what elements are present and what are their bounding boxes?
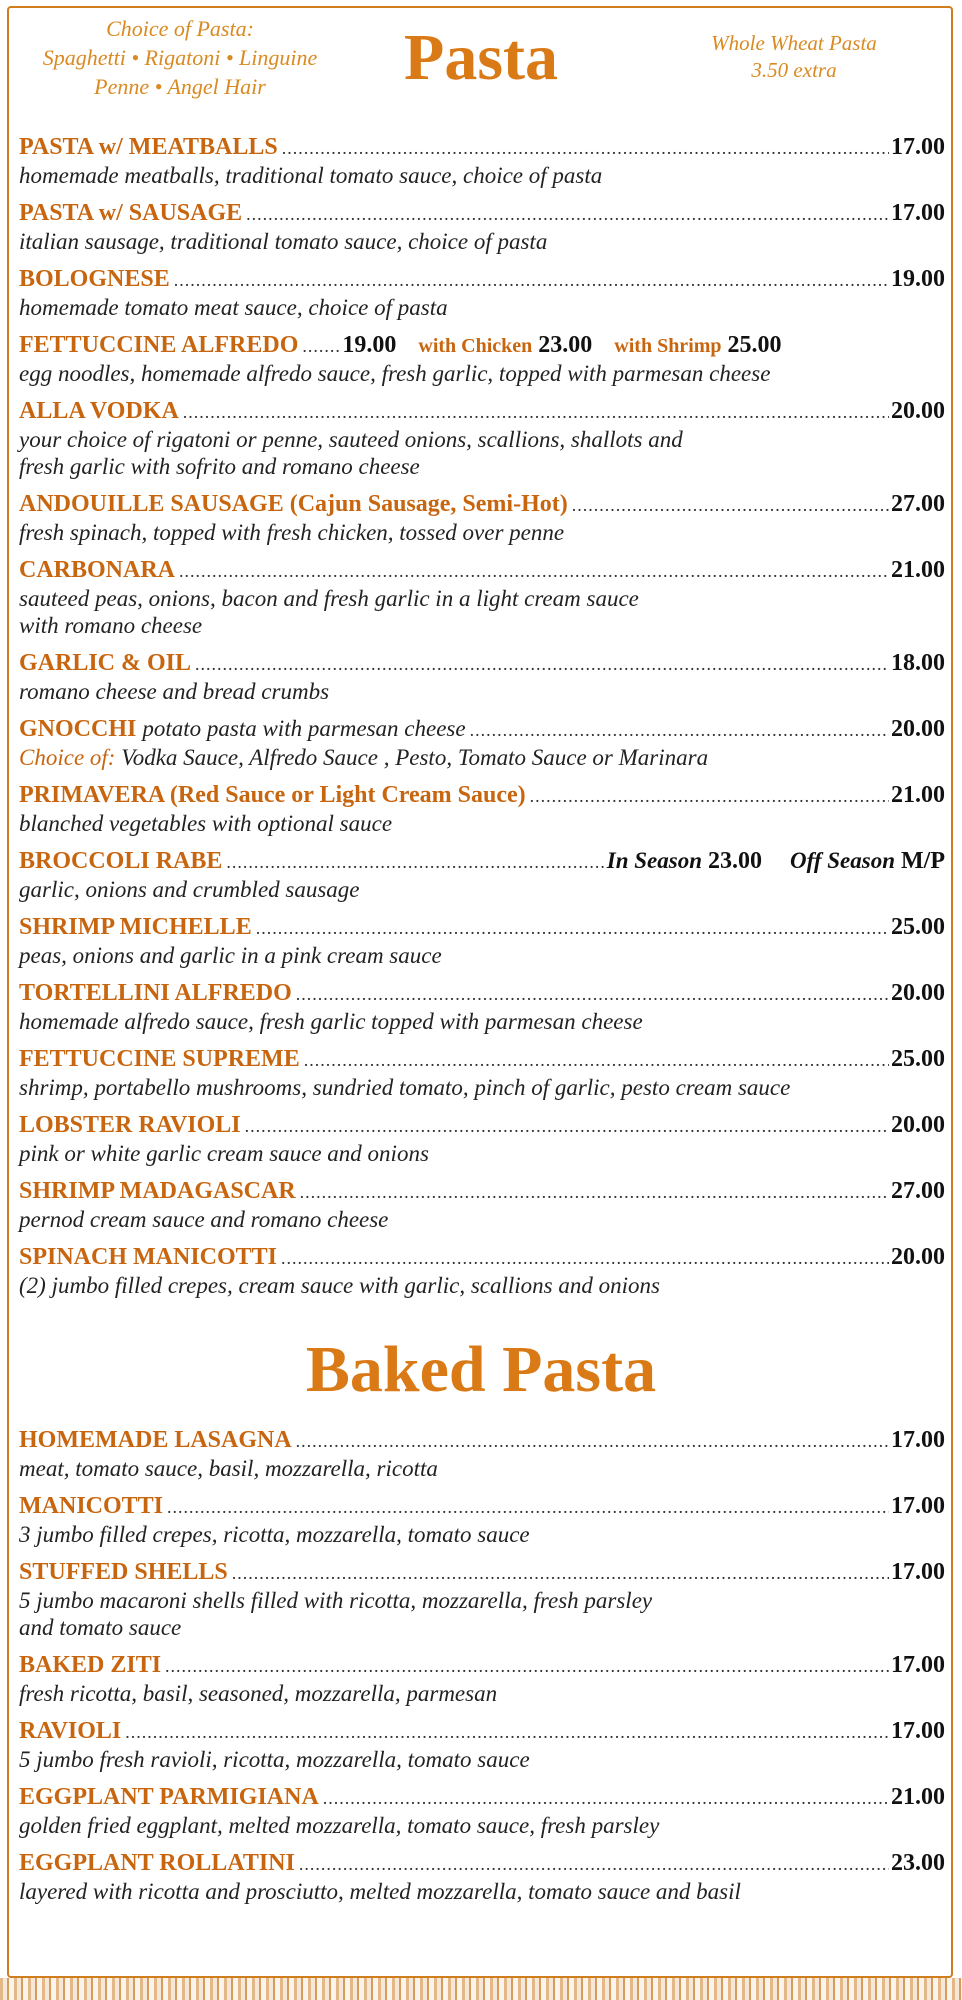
leader-dots: [530, 781, 889, 810]
chicken-option-label: with Chicken: [418, 335, 533, 357]
menu-item: [19, 1650, 945, 1707]
leader-dots: [183, 397, 889, 426]
menu-item: [19, 264, 945, 321]
item-price: 20.00: [891, 716, 945, 742]
leader-dots: [125, 1717, 889, 1746]
item-name: HOMEMADE LASAGNA: [19, 1427, 292, 1453]
menu-item: [19, 780, 945, 837]
item-name: EGGPLANT PARMIGIANA: [19, 1784, 319, 1810]
item-price: 17.00: [891, 1427, 945, 1453]
off-season-label: Off Season: [790, 848, 896, 873]
menu-item: [19, 132, 945, 189]
leader-dots: [195, 649, 889, 678]
leader-dots: [296, 1426, 889, 1455]
item-name: BAKED ZITI: [19, 1652, 162, 1678]
item-name: SHRIMP MICHELLE: [19, 914, 252, 940]
menu-item: [19, 648, 945, 705]
baked-pasta-section-title: Baked Pasta: [305, 1333, 657, 1406]
menu-item: [19, 1557, 945, 1641]
leader-dots: [256, 913, 889, 942]
item-price: 21.00: [891, 782, 945, 808]
shrimp-option-label: with Shrimp: [614, 335, 722, 357]
menu-item: [19, 1110, 945, 1167]
item-description: romano cheese and bread crumbs: [19, 679, 330, 704]
torn-edge-strip: [0, 1978, 962, 2000]
item-description: homemade tomato meat sauce, choice of pasta: [19, 295, 448, 320]
item-description: layered with ricotta and prosciutto, melted mozzarella, tomato sauce and basil: [19, 1879, 741, 1904]
item-description: peas, onions and garlic in a pink cream sauce: [19, 943, 442, 968]
item-name: CARBONARA: [19, 557, 175, 583]
leader-dots: [282, 133, 889, 162]
item-name: GNOCCHI: [19, 716, 137, 742]
item-price: 18.00: [891, 650, 945, 676]
item-description-cont: with romano cheese: [19, 613, 203, 638]
item-description: italian sausage, traditional tomato sauce, choice of pasta: [19, 229, 548, 254]
item-name: GARLIC & OIL: [19, 650, 192, 676]
menu-item: [19, 978, 945, 1035]
leader-dots: [174, 265, 889, 294]
item-description-cont: fresh garlic with sofrito and romano cheese: [19, 454, 420, 479]
item-name: MANICOTTI: [19, 1493, 164, 1519]
item-description: 3 jumbo filled crepes, ricotta, mozzarella, tomato sauce: [19, 1522, 530, 1547]
pasta-section: [19, 132, 945, 1299]
menu-item: [19, 489, 945, 546]
item-price: 21.00: [891, 557, 945, 583]
menu-item: [19, 1491, 945, 1548]
baked-pasta-section: [19, 1425, 945, 1905]
menu-item: [19, 198, 945, 255]
item-description: pernod cream sauce and romano cheese: [19, 1207, 389, 1232]
leader-dots: [226, 847, 604, 876]
item-name: LOBSTER RAVIOLI: [19, 1112, 241, 1138]
item-name: BOLOGNESE: [19, 266, 170, 292]
item-name: SHRIMP MADAGASCAR: [19, 1178, 296, 1204]
item-description: homemade alfredo sauce, fresh garlic topped with parmesan cheese: [19, 1009, 643, 1034]
item-name: BROCCOLI RABE: [19, 848, 223, 874]
leader-dots: [299, 1849, 889, 1878]
item-inline-description: potato pasta with parmesan cheese: [142, 716, 466, 741]
choice-options-line1: Spaghetti • Rigatoni • Linguine: [42, 45, 318, 70]
leader-dots: [300, 1177, 889, 1206]
menu-item: [19, 1242, 945, 1299]
leader-dots: [179, 556, 889, 585]
item-price: 19.00: [342, 332, 397, 358]
item-name: PASTA w/ SAUSAGE: [19, 200, 243, 226]
in-season-price: 23.00: [708, 848, 762, 874]
item-description: shrimp, portabello mushrooms, sundried tomato, pinch of garlic, pesto cream sauce: [19, 1075, 791, 1100]
item-name: FETTUCCINE ALFREDO: [19, 332, 299, 358]
menu-item: [19, 330, 945, 387]
item-price: 20.00: [891, 1112, 945, 1138]
item-description: 5 jumbo macaroni shells filled with ricotta, mozzarella, fresh parsley: [19, 1588, 653, 1613]
leader-dots: [232, 1558, 889, 1587]
chicken-option-price: 23.00: [538, 332, 593, 358]
item-description: golden fried eggplant, melted mozzarella, tomato sauce, fresh parsley: [19, 1813, 660, 1838]
item-name: PASTA w/ MEATBALLS: [19, 134, 278, 160]
item-price: 17.00: [891, 134, 945, 160]
menu-header: [0, 0, 962, 125]
leader-dots: [470, 715, 889, 744]
sauce-choice-options: Vodka Sauce, Alfredo Sauce , Pesto, Tomato Sauce or Marinara: [115, 745, 709, 770]
item-description: blanched vegetables with optional sauce: [19, 811, 393, 836]
whole-wheat-note: [664, 30, 924, 84]
item-price: 17.00: [891, 1652, 945, 1678]
item-name: STUFFED SHELLS: [19, 1559, 228, 1585]
item-name: PRIMAVERA (Red Sauce or Light Cream Sauce): [19, 782, 526, 808]
item-description: meat, tomato sauce, basil, mozzarella, ricotta: [19, 1456, 438, 1481]
item-description: [19, 744, 945, 771]
item-price: 17.00: [891, 1493, 945, 1519]
menu-item: [19, 1716, 945, 1773]
item-price: 23.00: [891, 1850, 945, 1876]
item-price: 20.00: [891, 980, 945, 1006]
leader-dots: [572, 490, 889, 519]
item-price: 25.00: [891, 1046, 945, 1072]
leader-dots: [246, 199, 889, 228]
menu-item: [19, 1848, 945, 1905]
item-price: 27.00: [891, 491, 945, 517]
choice-heading: Choice of Pasta:: [106, 16, 254, 41]
leader-dots: [323, 1783, 889, 1812]
leader-dots: [302, 331, 340, 360]
item-price: 19.00: [891, 266, 945, 292]
sauce-choice-label: Choice of:: [19, 745, 116, 770]
item-price: 17.00: [891, 1559, 945, 1585]
item-description: your choice of rigatoni or penne, sauteed onions, scallions, shallots and: [19, 427, 683, 452]
item-price: 25.00: [891, 914, 945, 940]
pasta-section-title: Pasta: [404, 21, 558, 94]
menu-item: [19, 1782, 945, 1839]
menu-item: [19, 1044, 945, 1101]
leader-dots: [167, 1492, 889, 1521]
item-description-cont: and tomato sauce: [19, 1615, 182, 1640]
item-name: EGGPLANT ROLLATINI: [19, 1850, 295, 1876]
in-season-label: In Season: [606, 848, 702, 873]
item-description: (2) jumbo filled crepes, cream sauce with garlic, scallions and onions: [19, 1273, 660, 1298]
leader-dots: [245, 1111, 889, 1140]
item-name: TORTELLINI ALFREDO: [19, 980, 292, 1006]
item-price: 17.00: [891, 200, 945, 226]
item-name: ANDOUILLE SAUSAGE (Cajun Sausage, Semi-Hot): [19, 491, 568, 517]
menu-item: [19, 1176, 945, 1233]
item-name: RAVIOLI: [19, 1718, 122, 1744]
item-price: 20.00: [891, 1244, 945, 1270]
menu-item: [19, 396, 945, 480]
menu-item: [19, 714, 945, 771]
off-season-price: M/P: [901, 848, 945, 874]
menu-item: [19, 846, 945, 903]
item-description: pink or white garlic cream sauce and onions: [19, 1141, 429, 1166]
menu-item: [19, 912, 945, 969]
whole-wheat-price: 3.50 extra: [751, 58, 837, 82]
item-description: sauteed peas, onions, bacon and fresh garlic in a light cream sauce: [19, 586, 639, 611]
item-description: 5 jumbo fresh ravioli, ricotta, mozzarella, tomato sauce: [19, 1747, 530, 1772]
item-price: 21.00: [891, 1784, 945, 1810]
item-price: 17.00: [891, 1718, 945, 1744]
leader-dots: [304, 1045, 889, 1074]
item-price: 27.00: [891, 1178, 945, 1204]
item-price: 20.00: [891, 398, 945, 424]
menu-item: [19, 1425, 945, 1482]
item-description: fresh ricotta, basil, seasoned, mozzarella, parmesan: [19, 1681, 498, 1706]
leader-dots: [296, 979, 889, 1008]
item-name: FETTUCCINE SUPREME: [19, 1046, 300, 1072]
item-name: SPINACH MANICOTTI: [19, 1244, 278, 1270]
leader-dots: [165, 1651, 889, 1680]
choice-options-line2: Penne • Angel Hair: [94, 74, 266, 99]
item-description: garlic, onions and crumbled sausage: [19, 877, 360, 902]
item-description: fresh spinach, topped with fresh chicken, tossed over penne: [19, 520, 565, 545]
menu-item: [19, 555, 945, 639]
leader-dots: [281, 1243, 889, 1272]
shrimp-option-price: 25.00: [727, 332, 782, 358]
whole-wheat-label: Whole Wheat Pasta: [711, 31, 877, 55]
item-name: ALLA VODKA: [19, 398, 179, 424]
item-description: homemade meatballs, traditional tomato sauce, choice of pasta: [19, 163, 603, 188]
item-description: egg noodles, homemade alfredo sauce, fresh garlic, topped with parmesan cheese: [19, 361, 771, 386]
